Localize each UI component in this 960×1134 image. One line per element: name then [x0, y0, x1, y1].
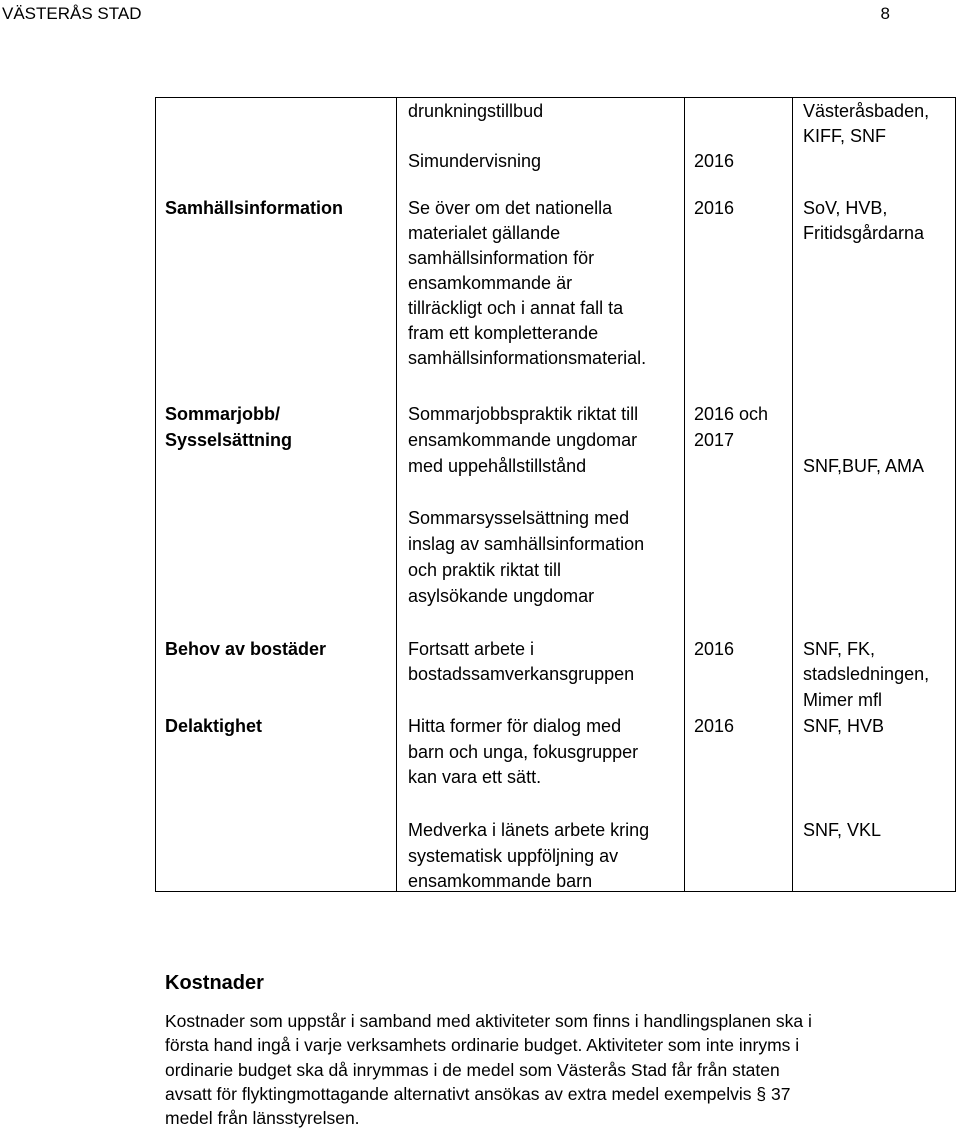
year-cell: 2016: [694, 639, 735, 659]
paragraph-line: avsatt för flyktingmottagande alternativt ansökas av extra medel exempelvis § 37: [165, 1083, 791, 1104]
activity-cell: Se över om det nationella: [408, 198, 613, 218]
year-cell: 2016: [694, 716, 735, 736]
activity-cell: drunkningstillbud: [408, 101, 544, 121]
activity-cell: systematisk uppföljning av: [408, 846, 619, 866]
activity-cell: ensamkommande ungdomar: [408, 430, 638, 450]
activity-cell: kan vara ett sätt.: [408, 767, 542, 787]
year-cell: 2016 och: [694, 404, 769, 424]
activity-cell: asylsökande ungdomar: [408, 586, 595, 606]
actors-cell: SNF, HVB: [803, 716, 885, 736]
activity-cell: samhällsinformationsmaterial.: [408, 348, 647, 368]
page-number: 8: [880, 4, 890, 23]
paragraph-line: ordinarie budget ska då inrymmas i de medel som Västerås Stad får från staten: [165, 1059, 780, 1080]
activity-cell: samhällsinformation för: [408, 248, 595, 268]
activity-cell: materialet gällande: [408, 223, 561, 243]
actors-cell: Mimer mfl: [803, 690, 882, 710]
paragraph-line: första hand ingå i varje verksamhets ordinarie budget. Aktiviteter som inte inryms i: [165, 1035, 800, 1056]
paragraph-line: medel från länsstyrelsen.: [165, 1108, 360, 1129]
actors-cell: SoV, HVB,: [803, 198, 888, 218]
activity-cell: Fortsatt arbete i: [408, 639, 535, 659]
activity-cell: barn och unga, fokusgrupper: [408, 742, 639, 762]
actors-cell: SNF, VKL: [803, 820, 882, 840]
year-cell: 2016: [694, 151, 735, 171]
actors-cell: Fritidsgårdarna: [803, 223, 925, 243]
costs-paragraph: [165, 1009, 945, 1130]
activity-cell: Sommarjobbspraktik riktat till: [408, 404, 639, 424]
area-cell: Sommarjobb/: [165, 404, 281, 424]
activity-cell: inslag av samhällsinformation: [408, 534, 645, 554]
activity-cell: med uppehållstillstånd: [408, 456, 587, 476]
activity-cell: ensamkommande barn: [408, 871, 593, 891]
area-cell: Delaktighet: [165, 716, 263, 736]
activity-cell: ensamkommande är: [408, 273, 573, 293]
area-cell: Behov av bostäder: [165, 639, 327, 659]
table-divider: [792, 97, 793, 892]
activity-cell: bostadssamverkansgruppen: [408, 664, 635, 684]
activity-cell: Medverka i länets arbete kring: [408, 820, 650, 840]
area-cell: Samhällsinformation: [165, 198, 344, 218]
actors-cell: Västeråsbaden,: [803, 101, 930, 121]
activity-cell: och praktik riktat till: [408, 560, 562, 580]
activity-cell: Sommarsysselsättning med: [408, 508, 630, 528]
table-divider: [684, 97, 685, 892]
year-cell: 2017: [694, 430, 735, 450]
table-divider: [396, 97, 397, 892]
actors-cell: SNF,BUF, AMA: [803, 456, 925, 476]
actors-cell: stadsledningen,: [803, 664, 930, 684]
year-cell: 2016: [694, 198, 735, 218]
activity-cell: tillräckligt och i annat fall ta: [408, 298, 624, 318]
activity-cell: fram ett kompletterande: [408, 323, 599, 343]
activity-cell: Simundervisning: [408, 151, 542, 171]
actors-cell: KIFF, SNF: [803, 126, 887, 146]
header-organization: VÄSTERÅS STAD: [2, 4, 142, 23]
area-cell: Sysselsättning: [165, 430, 293, 450]
activity-cell: Hitta former för dialog med: [408, 716, 622, 736]
paragraph-line: Kostnader som uppstår i samband med aktiviteter som finns i handlingsplanen ska i: [165, 1011, 812, 1031]
section-heading: Kostnader: [165, 972, 264, 994]
actors-cell: SNF, FK,: [803, 639, 876, 659]
